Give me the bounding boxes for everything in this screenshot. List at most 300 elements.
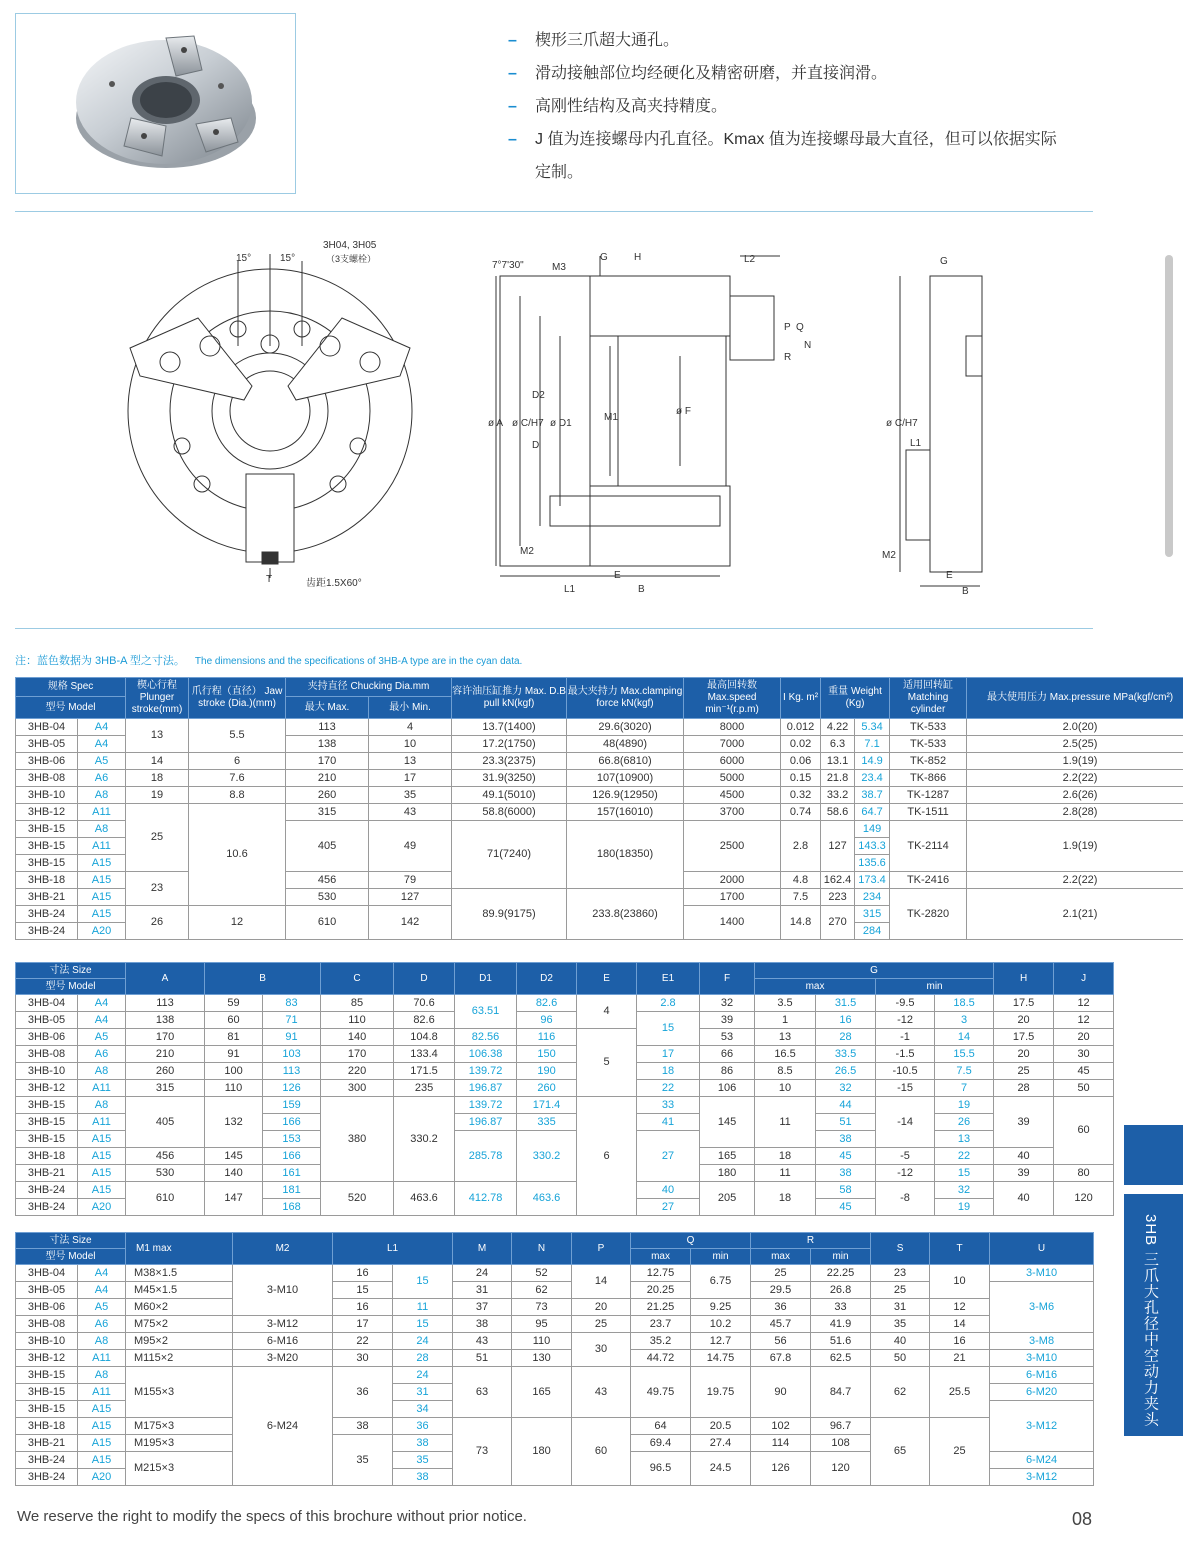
- table-cell: 17.2(1750): [452, 736, 567, 753]
- table-cell: 23.4: [855, 770, 890, 787]
- table-header-cell: L1: [333, 1233, 453, 1265]
- table-cell: 32: [700, 995, 755, 1012]
- table-cell: 16: [333, 1265, 393, 1282]
- table-header-cell: I Kg. m²: [781, 678, 821, 719]
- table-cell: 23.7: [631, 1316, 691, 1333]
- table-cell: 81: [205, 1029, 263, 1046]
- table-cell: 38: [816, 1165, 876, 1182]
- table-cell: 62.5: [811, 1350, 871, 1367]
- table-cell: 40: [871, 1333, 930, 1350]
- table-cell: 96.5: [631, 1452, 691, 1486]
- table-cell: A15: [78, 1131, 126, 1148]
- table-header-cell: min: [876, 979, 994, 995]
- table-cell: 13: [935, 1131, 994, 1148]
- table-cell: 1: [755, 1012, 816, 1029]
- table-cell: 380: [321, 1097, 394, 1182]
- table-cell: 12: [189, 906, 286, 940]
- table-cell: 168: [263, 1199, 321, 1216]
- table-cell: 89.9(9175): [452, 889, 567, 940]
- table-cell: 43: [369, 804, 452, 821]
- table-cell: 64: [631, 1418, 691, 1435]
- table-cell: 11: [755, 1165, 816, 1182]
- q-label: Q: [796, 322, 804, 333]
- table-cell: 100: [205, 1063, 263, 1080]
- top-divider: [15, 211, 1093, 212]
- table-cell: 7.6: [189, 770, 286, 787]
- table-cell: 32: [816, 1080, 876, 1097]
- table-cell: 10: [930, 1265, 990, 1299]
- table-cell: TK-533: [890, 736, 967, 753]
- r-label: R: [784, 352, 792, 363]
- table-cell: 50: [1054, 1080, 1114, 1097]
- product-photo: [15, 13, 296, 194]
- table-cell: 7: [935, 1080, 994, 1097]
- table-cell: 132: [205, 1097, 263, 1148]
- table-header-cell: 重量 Weight (Kg): [821, 678, 890, 719]
- table-cell: TK-2114: [890, 821, 967, 872]
- scrollbar-thumb[interactable]: [1165, 255, 1173, 557]
- g-label: G: [600, 252, 608, 263]
- h-label: H: [634, 252, 642, 263]
- table-cell: TK-1287: [890, 787, 967, 804]
- table-cell: 12: [930, 1299, 990, 1316]
- table-cell: 12: [1054, 995, 1114, 1012]
- table-cell: 3HB-15: [16, 838, 78, 855]
- table-cell: A15: [78, 1182, 126, 1199]
- table-cell: 106.38: [455, 1046, 517, 1063]
- table-cell: A8: [78, 1063, 126, 1080]
- table-cell: 2000: [684, 872, 781, 889]
- table-cell: 22.25: [811, 1265, 871, 1282]
- dia-f-label: ø F: [676, 406, 691, 417]
- table-cell: 113: [286, 719, 369, 736]
- table-cell: 90: [751, 1367, 811, 1418]
- table-cell: 20: [994, 1012, 1054, 1029]
- table-cell: 10: [369, 736, 452, 753]
- table-cell: 139.72: [455, 1063, 517, 1080]
- table-header-cell: G: [755, 963, 994, 979]
- table-header-cell: 最小 Min.: [369, 697, 452, 719]
- table-cell: 15: [393, 1316, 453, 1333]
- table-cell: 21.8: [821, 770, 855, 787]
- table-cell: 63.51: [455, 995, 517, 1029]
- table-header-cell: A: [126, 963, 205, 995]
- table-header-cell: M: [453, 1233, 512, 1265]
- table-cell: TK-2820: [890, 889, 967, 940]
- table-cell: 19: [935, 1199, 994, 1216]
- table-cell: 171.4: [517, 1097, 577, 1114]
- table-cell: 140: [321, 1029, 394, 1046]
- table-header-cell: U: [990, 1233, 1094, 1265]
- table-cell: A5: [78, 753, 126, 770]
- table-cell: 58: [816, 1182, 876, 1199]
- table-cell: 456: [126, 1148, 205, 1165]
- table-cell: 19.75: [691, 1367, 751, 1418]
- table-cell: 3: [935, 1012, 994, 1029]
- table-header-cell: M2: [233, 1233, 333, 1265]
- chuck-photo-illustration: [16, 14, 297, 195]
- table-cell: 60: [205, 1012, 263, 1029]
- table-cell: 51: [453, 1350, 512, 1367]
- table-cell: 25: [751, 1265, 811, 1282]
- table-row: [16, 1097, 1114, 1114]
- table-cell: 38.7: [855, 787, 890, 804]
- table-cell: 19: [935, 1097, 994, 1114]
- table-cell: 40: [994, 1182, 1054, 1216]
- feature-item: – 滑动接触部位均经硬化及精密研磨，并直接润滑。: [508, 65, 888, 82]
- table-cell: 71(7240): [452, 821, 567, 889]
- table-cell: 126: [263, 1080, 321, 1097]
- feature-item-continued: 定制。: [535, 164, 584, 181]
- table-cell: 3HB-15: [16, 1384, 78, 1401]
- table-cell: 140: [205, 1165, 263, 1182]
- front-view-drawing: [128, 254, 412, 578]
- table-cell: 22: [333, 1333, 393, 1350]
- table-cell: 67.8: [751, 1350, 811, 1367]
- table-cell: -12: [876, 1012, 935, 1029]
- table-cell: TK-2416: [890, 872, 967, 889]
- table-cell: 4500: [684, 787, 781, 804]
- feature-item: – J 值为连接螺母内孔直径。Kmax 值为连接螺母最大直径，但可以依据实际: [508, 131, 1057, 148]
- table-cell: 2.2(22): [967, 872, 1183, 889]
- table-cell: 2.5(25): [967, 736, 1183, 753]
- table-cell: 25: [994, 1063, 1054, 1080]
- table-cell: 463.6: [517, 1182, 577, 1216]
- table-cell: -15: [876, 1080, 935, 1097]
- table-cell: 44.72: [631, 1350, 691, 1367]
- table-cell: 260: [517, 1080, 577, 1097]
- table-cell: 25: [930, 1418, 990, 1486]
- table-cell: 3HB-15: [16, 821, 78, 838]
- table-cell: 13: [126, 719, 189, 753]
- table-header-cell: T: [930, 1233, 990, 1265]
- table-cell: 43: [572, 1367, 631, 1418]
- table-cell: 3HB-21: [16, 889, 78, 906]
- table-cell: 26: [126, 906, 189, 940]
- table-cell: 3-M12: [233, 1316, 333, 1333]
- table-cell: 330.2: [394, 1097, 455, 1182]
- table-cell: 3HB-04: [16, 1265, 78, 1282]
- table-cell: 104.8: [394, 1029, 455, 1046]
- table-cell: 103: [263, 1046, 321, 1063]
- table-cell: 80: [1054, 1165, 1114, 1182]
- table-cell: A5: [78, 1029, 126, 1046]
- table-cell: 4: [577, 995, 637, 1029]
- table-cell: 7.5: [935, 1063, 994, 1080]
- table-cell: 39: [994, 1165, 1054, 1182]
- table-cell: 180: [700, 1165, 755, 1182]
- table-cell: 0.15: [781, 770, 821, 787]
- table-cell: 66.8(6810): [567, 753, 684, 770]
- table-cell: 205: [700, 1182, 755, 1216]
- table-cell: 223: [821, 889, 855, 906]
- l1-label: L1: [564, 584, 576, 595]
- table-cell: 35: [871, 1316, 930, 1333]
- table-cell: 24.5: [691, 1452, 751, 1486]
- table-cell: A15: [78, 872, 126, 889]
- dimension-table-1: [15, 962, 1114, 1216]
- table-cell: -10.5: [876, 1063, 935, 1080]
- table-cell: 2.0(20): [967, 719, 1183, 736]
- table-cell: 38: [333, 1418, 393, 1435]
- table-cell: A6: [78, 770, 126, 787]
- table-header-cell: 楔心行程 Plunger stroke(mm): [126, 678, 189, 719]
- table-cell: 32: [935, 1182, 994, 1199]
- table-cell: 70.6: [394, 995, 455, 1012]
- table-cell: 530: [286, 889, 369, 906]
- table-cell: 22: [935, 1148, 994, 1165]
- table-row: [16, 1182, 1114, 1199]
- table-cell: 56: [751, 1333, 811, 1350]
- table-cell: 35: [393, 1452, 453, 1469]
- table-cell: M155×3: [126, 1367, 233, 1418]
- table-cell: M45×1.5: [126, 1282, 233, 1299]
- table-cell: 6: [189, 753, 286, 770]
- table-row: [16, 1080, 1114, 1097]
- table-cell: 110: [512, 1333, 572, 1350]
- table-cell: A8: [78, 821, 126, 838]
- table-cell: M75×2: [126, 1316, 233, 1333]
- table-header-cell: S: [871, 1233, 930, 1265]
- table-cell: 610: [286, 906, 369, 940]
- n-label: N: [804, 340, 812, 351]
- table-cell: 145: [700, 1097, 755, 1148]
- table-header-cell: 适用回转缸 Matching cylinder: [890, 678, 967, 719]
- page-number: 08: [1072, 1509, 1093, 1529]
- table-cell: 38: [393, 1469, 453, 1486]
- table-cell: 24: [453, 1265, 512, 1282]
- table-cell: 330.2: [517, 1131, 577, 1182]
- table-cell: A20: [78, 1199, 126, 1216]
- table-cell: TK-852: [890, 753, 967, 770]
- table-cell: 3HB-04: [16, 719, 78, 736]
- table-cell: 31.5: [816, 995, 876, 1012]
- table-cell: 26.5: [816, 1063, 876, 1080]
- table-cell: 58.6: [821, 804, 855, 821]
- feature-item: – 高刚性结构及高夹持精度。: [508, 98, 728, 115]
- table-cell: 12.7: [691, 1333, 751, 1350]
- table-cell: 60: [572, 1418, 631, 1486]
- mid-divider: [15, 628, 1093, 629]
- table-cell: A11: [78, 838, 126, 855]
- table-cell: M175×3: [126, 1418, 233, 1435]
- table-cell: M115×2: [126, 1350, 233, 1367]
- table-cell: 50: [871, 1350, 930, 1367]
- table-row: [16, 1046, 1114, 1063]
- table-cell: 7000: [684, 736, 781, 753]
- table-cell: 3HB-15: [16, 1114, 78, 1131]
- table-cell: 3HB-04: [16, 995, 78, 1012]
- table-cell: 1700: [684, 889, 781, 906]
- table-cell: 20: [994, 1046, 1054, 1063]
- table-row: [16, 1063, 1114, 1080]
- table-cell: M215×3: [126, 1452, 233, 1486]
- dia-d1-label: ø D1: [550, 418, 572, 429]
- table-cell: 45: [816, 1199, 876, 1216]
- table-cell: 27.4: [691, 1435, 751, 1452]
- table-cell: 26.8: [811, 1282, 871, 1299]
- table-row: [16, 1012, 1114, 1029]
- table-cell: 3HB-08: [16, 770, 78, 787]
- table-cell: 463.6: [394, 1182, 455, 1216]
- table-cell: 19: [126, 787, 189, 804]
- table-cell: M195×3: [126, 1435, 233, 1452]
- table-cell: 3-M8: [990, 1333, 1094, 1350]
- table-cell: 2.8: [781, 821, 821, 872]
- table-cell: 456: [286, 872, 369, 889]
- table-cell: 3HB-15: [16, 1131, 78, 1148]
- table-cell: 610: [126, 1182, 205, 1216]
- table-cell: 6: [577, 1097, 637, 1216]
- table-cell: 3HB-10: [16, 787, 78, 804]
- bolt-label: 3H04, 3H05: [323, 240, 377, 251]
- table-row: [16, 804, 1183, 821]
- table-cell: 0.32: [781, 787, 821, 804]
- table-cell: 36: [333, 1367, 393, 1418]
- table-cell: 38: [393, 1435, 453, 1452]
- dia-c-label: ø C/H7: [512, 418, 544, 429]
- table-cell: 3HB-18: [16, 1418, 78, 1435]
- table-cell: 13: [755, 1029, 816, 1046]
- table-cell: 14: [930, 1316, 990, 1333]
- table-cell: 0.02: [781, 736, 821, 753]
- table-cell: 210: [126, 1046, 205, 1063]
- table-cell: A15: [78, 889, 126, 906]
- table-cell: 5.34: [855, 719, 890, 736]
- table-cell: 0.74: [781, 804, 821, 821]
- table-cell: TK-1511: [890, 804, 967, 821]
- table-cell: 3-M6: [990, 1282, 1094, 1333]
- table-cell: 147: [205, 1182, 263, 1216]
- table-cell: 3HB-24: [16, 1452, 78, 1469]
- table-cell: 113: [263, 1063, 321, 1080]
- table-cell: 180: [512, 1418, 572, 1486]
- table-row: [16, 787, 1183, 804]
- table-cell: 3HB-08: [16, 1046, 78, 1063]
- table-cell: 3700: [684, 804, 781, 821]
- table-cell: 260: [286, 787, 369, 804]
- table-cell: 36: [751, 1299, 811, 1316]
- table-cell: 114: [751, 1435, 811, 1452]
- table-cell: A6: [78, 1046, 126, 1063]
- table-cell: 58.8(6000): [452, 804, 567, 821]
- table-header-cell: max: [755, 979, 876, 995]
- table-cell: 315: [855, 906, 890, 923]
- table-cell: A4: [78, 736, 126, 753]
- table-cell: 31: [871, 1299, 930, 1316]
- m2b-label: M2: [882, 550, 896, 561]
- table-cell: 96.7: [811, 1418, 871, 1435]
- table-cell: 9.25: [691, 1299, 751, 1316]
- table-cell: 2.6(26): [967, 787, 1183, 804]
- dia-c2-label: ø C/H7: [886, 418, 918, 429]
- cyan-data-note: 注：蓝色数据为 3HB-A 型之寸法。 The dimensions and the specifications of 3HB-A type are in the cyan data.: [15, 655, 523, 667]
- table-cell: 23.3(2375): [452, 753, 567, 770]
- table-cell: A8: [78, 1367, 126, 1384]
- angle-label-right: 15°: [280, 253, 296, 264]
- table-header-cell: B: [205, 963, 321, 995]
- table-cell: 45: [816, 1148, 876, 1165]
- table-cell: 30: [333, 1350, 393, 1367]
- table-header-cell: N: [512, 1233, 572, 1265]
- table-cell: 49: [369, 821, 452, 872]
- table-cell: 12: [1054, 1012, 1114, 1029]
- m2-label: M2: [520, 546, 534, 557]
- table-cell: 3HB-05: [16, 1012, 78, 1029]
- table-cell: -1: [876, 1029, 935, 1046]
- table-cell: 39: [994, 1097, 1054, 1148]
- table-cell: 25.5: [930, 1367, 990, 1418]
- table-cell: 6.3: [821, 736, 855, 753]
- table-header-cell: H: [994, 963, 1054, 995]
- table-cell: 31: [453, 1282, 512, 1299]
- table-header-cell: C: [321, 963, 394, 995]
- table-cell: -5: [876, 1148, 935, 1165]
- table-cell: 315: [286, 804, 369, 821]
- table-cell: 71: [263, 1012, 321, 1029]
- table-cell: 270: [821, 906, 855, 940]
- table-cell: 165: [700, 1148, 755, 1165]
- table-cell: 40: [994, 1148, 1054, 1165]
- table-cell: 233.8(23860): [567, 889, 684, 940]
- table-cell: 30: [572, 1333, 631, 1367]
- table-cell: 166: [263, 1114, 321, 1131]
- table-header-cell: P: [572, 1233, 631, 1265]
- table-cell: 96: [517, 1012, 577, 1029]
- table-cell: 3HB-15: [16, 1097, 78, 1114]
- table-header-cell: 爪行程（直径） Jaw stroke (Dia.)(mm): [189, 678, 286, 719]
- table-cell: 14.9: [855, 753, 890, 770]
- table-cell: 25: [572, 1316, 631, 1333]
- table-cell: 10.2: [691, 1316, 751, 1333]
- bolt-note: （3支螺栓）: [326, 254, 377, 264]
- table-header-cell: 型号 Model: [16, 979, 126, 995]
- table-cell: 45: [1054, 1063, 1114, 1080]
- table-cell: 190: [517, 1063, 577, 1080]
- spec-table: [15, 677, 1183, 940]
- table-cell: 5000: [684, 770, 781, 787]
- table-cell: 260: [126, 1063, 205, 1080]
- table-cell: M95×2: [126, 1333, 233, 1350]
- table-cell: 106: [700, 1080, 755, 1097]
- table-cell: 8.5: [755, 1063, 816, 1080]
- table-cell: 21.25: [631, 1299, 691, 1316]
- table-cell: 3HB-12: [16, 804, 78, 821]
- table-cell: 3HB-15: [16, 1367, 78, 1384]
- footer-disclaimer: We reserve the right to modify the specs of this brochure without prior notice.: [17, 1508, 527, 1525]
- table-cell: 157(16010): [567, 804, 684, 821]
- table-header-cell: D2: [517, 963, 577, 995]
- table-row: [16, 1029, 1114, 1046]
- table-cell: 17.5: [994, 995, 1054, 1012]
- table-cell: 83: [263, 995, 321, 1012]
- table-header-cell: max: [751, 1249, 811, 1265]
- pitch-label: 齿距1.5X60°: [306, 578, 362, 589]
- table-cell: 130: [512, 1350, 572, 1367]
- table-cell: 196.87: [455, 1080, 517, 1097]
- table-row: [16, 1316, 1094, 1333]
- table-cell: 14: [935, 1029, 994, 1046]
- table-row: [16, 1333, 1094, 1350]
- table-cell: 3HB-08: [16, 1316, 78, 1333]
- table-cell: 14: [126, 753, 189, 770]
- m3-label: M3: [552, 262, 566, 273]
- table-cell: 11: [755, 1097, 816, 1148]
- table-cell: 165: [512, 1367, 572, 1418]
- table-cell: 10: [755, 1080, 816, 1097]
- table-cell: 3HB-10: [16, 1333, 78, 1350]
- table-cell: 26: [935, 1114, 994, 1131]
